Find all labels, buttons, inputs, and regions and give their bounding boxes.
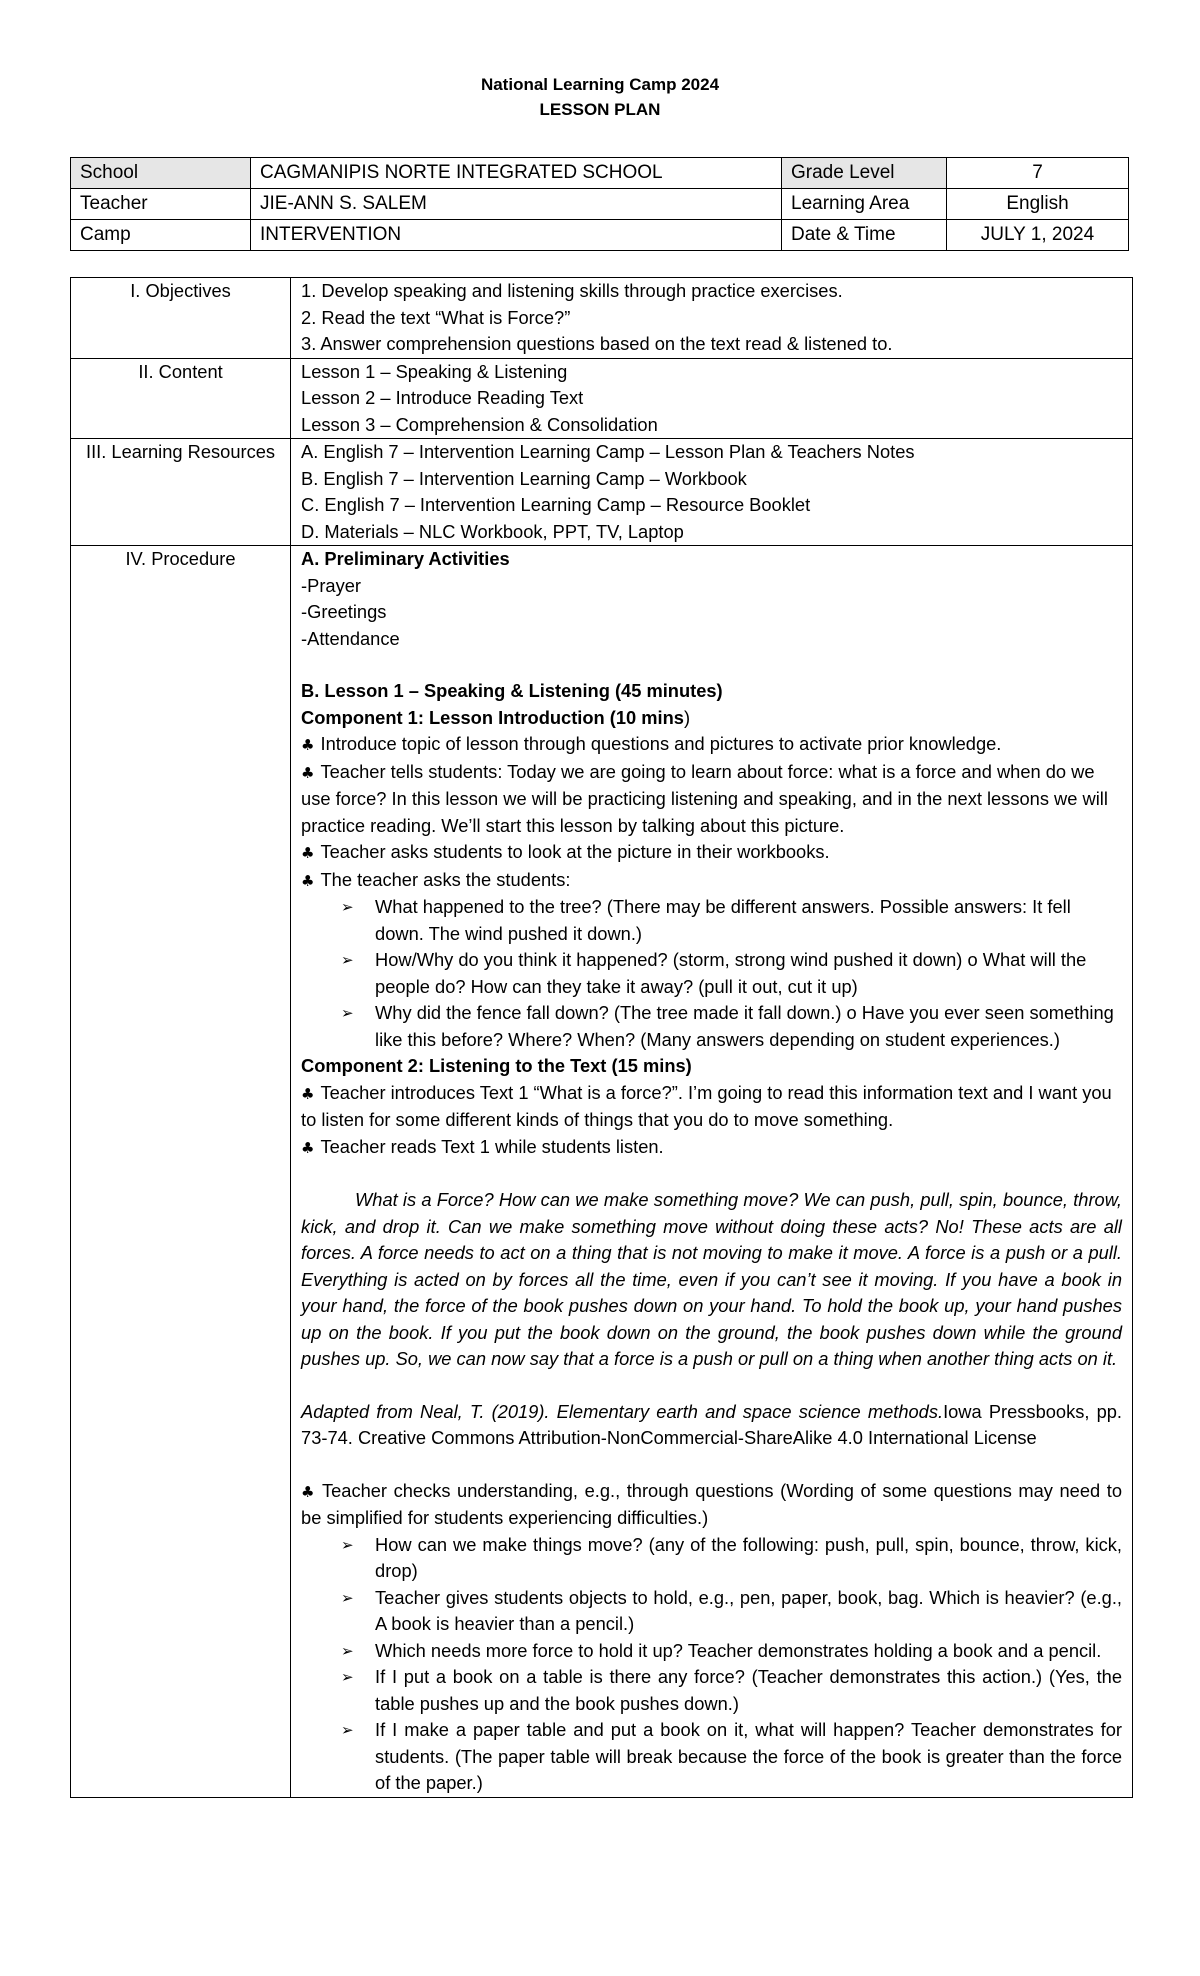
citation	[301, 1399, 1122, 1452]
arrow-right-icon: ➢	[341, 1641, 354, 1660]
header-row-school	[71, 158, 1129, 189]
club-icon: ♣	[301, 1482, 316, 1501]
arrow-right-icon: ➢	[341, 1535, 354, 1554]
check-bullet	[301, 1478, 1122, 1532]
prelim-item: -Prayer	[301, 574, 361, 596]
c2-bullet	[301, 1134, 1122, 1162]
c1-bullet	[301, 759, 1122, 840]
teacher-label: Teacher	[71, 189, 251, 220]
question-text: If I put a book on a table is there any force? (Teacher demonstrates this action.) (Yes, the table pushes up and the book pushes down.)	[375, 1666, 1122, 1714]
grade-level-label: Grade Level	[782, 158, 947, 189]
resources-row	[71, 439, 1133, 546]
club-icon: ♣	[301, 871, 315, 890]
resources-body	[291, 439, 1133, 546]
grade-level-value: 7	[947, 158, 1129, 189]
learning-area-value: English	[947, 189, 1129, 220]
arrow-right-icon: ➢	[341, 1004, 354, 1022]
objective-item: 2. Read the text “What is Force?”	[301, 306, 571, 328]
question-text: What happened to the tree? (There may be different answers. Possible answers: It fell down. The wind pushed it down.)	[375, 896, 1071, 944]
citation-rest: Iowa Pressbooks, pp. 73-74. Creative Commons Attribution-NonCommercial-ShareAlike 4.0 International License	[301, 1400, 1122, 1448]
header-row-teacher	[71, 189, 1129, 220]
content-label: II. Content	[71, 358, 291, 439]
content-row	[71, 358, 1133, 439]
component1-heading: Component 1: Lesson Introduction (10 mins	[301, 706, 684, 728]
prelim-item: -Attendance	[301, 627, 400, 649]
c1-bullet-text: Teacher tells students: Today we are going to learn about force: what is a force and when do we use force? In this lesson we will be practicing listening and speaking, and in the next lessons we will practice reading. We’ll start this lesson by talking about this picture.	[301, 760, 1108, 836]
list-item	[341, 1664, 1122, 1717]
procedure-row	[71, 546, 1133, 1798]
question-text: If I make a paper table and put a book on it, what will happen? Teacher demonstrates for students. (The paper table will break because the force of the book is greater than the force of the paper.)	[375, 1719, 1122, 1793]
objective-item: 1. Develop speaking and listening skills through practice exercises.	[301, 280, 843, 301]
check-question-list	[301, 1532, 1122, 1797]
resource-item: D. Materials – NLC Workbook, PPT, TV, Laptop	[301, 520, 684, 542]
arrow-right-icon: ➢	[341, 1668, 354, 1686]
learning-area-label: Learning Area	[782, 189, 947, 220]
page-title	[0, 72, 1200, 122]
list-item	[341, 1000, 1122, 1053]
c1-bullet	[301, 839, 1122, 867]
date-time-value: JULY 1, 2024	[947, 220, 1129, 251]
arrow-right-icon: ➢	[341, 1721, 354, 1739]
c1-bullet-text: Introduce topic of lesson through questions and pictures to activate prior knowledge.	[320, 733, 1002, 754]
question-text: Why did the fence fall down? (The tree made it fall down.) o Have you ever seen something like this before? Where? When? (Many answers depending on student experiences.)	[375, 1002, 1114, 1050]
club-icon: ♣	[301, 1138, 315, 1157]
c1-bullet-text: The teacher asks the students:	[320, 868, 571, 890]
question-text: Teacher gives students objects to hold, e.g., pen, paper, book, bag. Which is heavier? (e.g., A book is heavier than a pencil.)	[375, 1586, 1122, 1634]
reading-passage	[301, 1187, 1122, 1373]
c1-bullet	[301, 731, 1122, 759]
header-row-camp	[71, 220, 1129, 251]
camp-label: Camp	[71, 220, 251, 251]
list-item	[341, 1717, 1122, 1797]
procedure-body	[291, 546, 1133, 1798]
c2-bullet-text: Teacher reads Text 1 while students listen.	[320, 1135, 664, 1157]
component2-heading: Component 2: Listening to the Text (15 mins)	[301, 1055, 692, 1076]
resource-item: A. English 7 – Intervention Learning Camp – Lesson Plan & Teachers Notes	[301, 441, 915, 462]
list-item	[341, 894, 1122, 947]
c1-question-list	[301, 894, 1122, 1053]
prelim-heading: A. Preliminary Activities	[301, 548, 510, 569]
c1-bullet-text: Teacher asks students to look at the picture in their workbooks.	[320, 841, 830, 862]
component1-paren: )	[683, 706, 691, 728]
check-bullet-text: Teacher checks understanding, e.g., through questions (Wording of some questions may need to be simplified for students experiencing difficulties.)	[301, 1479, 1122, 1528]
list-item	[341, 1585, 1122, 1638]
date-time-label: Date & Time	[782, 220, 947, 251]
content-item: Lesson 1 – Speaking & Listening	[301, 360, 568, 382]
club-icon: ♣	[301, 736, 315, 754]
club-icon: ♣	[301, 1084, 315, 1103]
list-item	[341, 947, 1122, 1000]
c2-bullet-text: Teacher introduces Text 1 “What is a force?”. I’m going to read this information text and I want you to listen for some different kinds of things that you do to move something.	[301, 1081, 1112, 1130]
lesson-plan-table	[70, 277, 1133, 1798]
procedure-label: IV. Procedure	[71, 546, 291, 1798]
header-info-table	[70, 157, 1129, 251]
club-icon: ♣	[301, 763, 315, 782]
club-icon: ♣	[301, 844, 315, 862]
content-body	[291, 358, 1133, 439]
school-label: School	[71, 158, 251, 189]
arrow-right-icon: ➢	[341, 898, 354, 916]
prelim-item: -Greetings	[301, 601, 387, 622]
citation-italic: Adapted from Neal, T. (2019). Elementary earth and space science methods.	[301, 1400, 944, 1422]
title-line-2: LESSON PLAN	[539, 100, 661, 119]
list-item	[341, 1532, 1122, 1585]
arrow-right-icon: ➢	[341, 951, 354, 969]
question-text: How/Why do you think it happened? (storm, strong wind pushed it down) o What will the people do? How can they take it away? (pull it out, cut it up)	[375, 949, 1087, 997]
title-line-1: National Learning Camp 2024	[480, 75, 720, 94]
objectives-row	[71, 278, 1133, 359]
resource-item: B. English 7 – Intervention Learning Camp – Workbook	[301, 467, 747, 489]
passage-text: What is a Force? How can we make something move? We can push, pull, spin, bounce, throw, kick, and drop it. Can we make something move without doing these acts? No! These acts are all forces. A force needs to act on a thing that is not moving to make it move. A force is a push or a pull. Everything is acted on by forces all the time, even if you can’t see it moving. If you have a book in your hand, the force of the book pushes down on your hand. To hold the book up, your hand pushes up on the book. If you put the book down on the ground, the book pushes down while the ground pushes up. So, we can now say that a force is a push or pull on a thing when another thing acts on it.	[301, 1189, 1122, 1369]
component1-heading-line	[301, 705, 1122, 732]
arrow-right-icon: ➢	[341, 1588, 354, 1607]
objectives-body	[291, 278, 1133, 359]
question-text: Which needs more force to hold it up? Teacher demonstrates holding a book and a pencil.	[375, 1639, 1102, 1661]
lesson1-heading: B. Lesson 1 – Speaking & Listening (45 minutes)	[301, 680, 723, 701]
content-item: Lesson 3 – Comprehension & Consolidation	[301, 413, 658, 435]
objectives-label: I. Objectives	[71, 278, 291, 359]
question-text: How can we make things move? (any of the following: push, pull, spin, bounce, throw, kick, drop)	[375, 1533, 1122, 1581]
teacher-value: JIE-ANN S. SALEM	[251, 189, 782, 220]
school-value: CAGMANIPIS NORTE INTEGRATED SCHOOL	[251, 158, 782, 189]
c2-bullet	[301, 1080, 1122, 1134]
resources-label: III. Learning Resources	[71, 439, 291, 546]
objective-item: 3. Answer comprehension questions based on the text read & listened to.	[301, 333, 893, 354]
content-item: Lesson 2 – Introduce Reading Text	[301, 387, 584, 408]
c1-bullet	[301, 867, 1122, 895]
camp-value: INTERVENTION	[251, 220, 782, 251]
list-item	[341, 1638, 1122, 1665]
resource-item: C. English 7 – Intervention Learning Camp – Resource Booklet	[301, 494, 811, 515]
